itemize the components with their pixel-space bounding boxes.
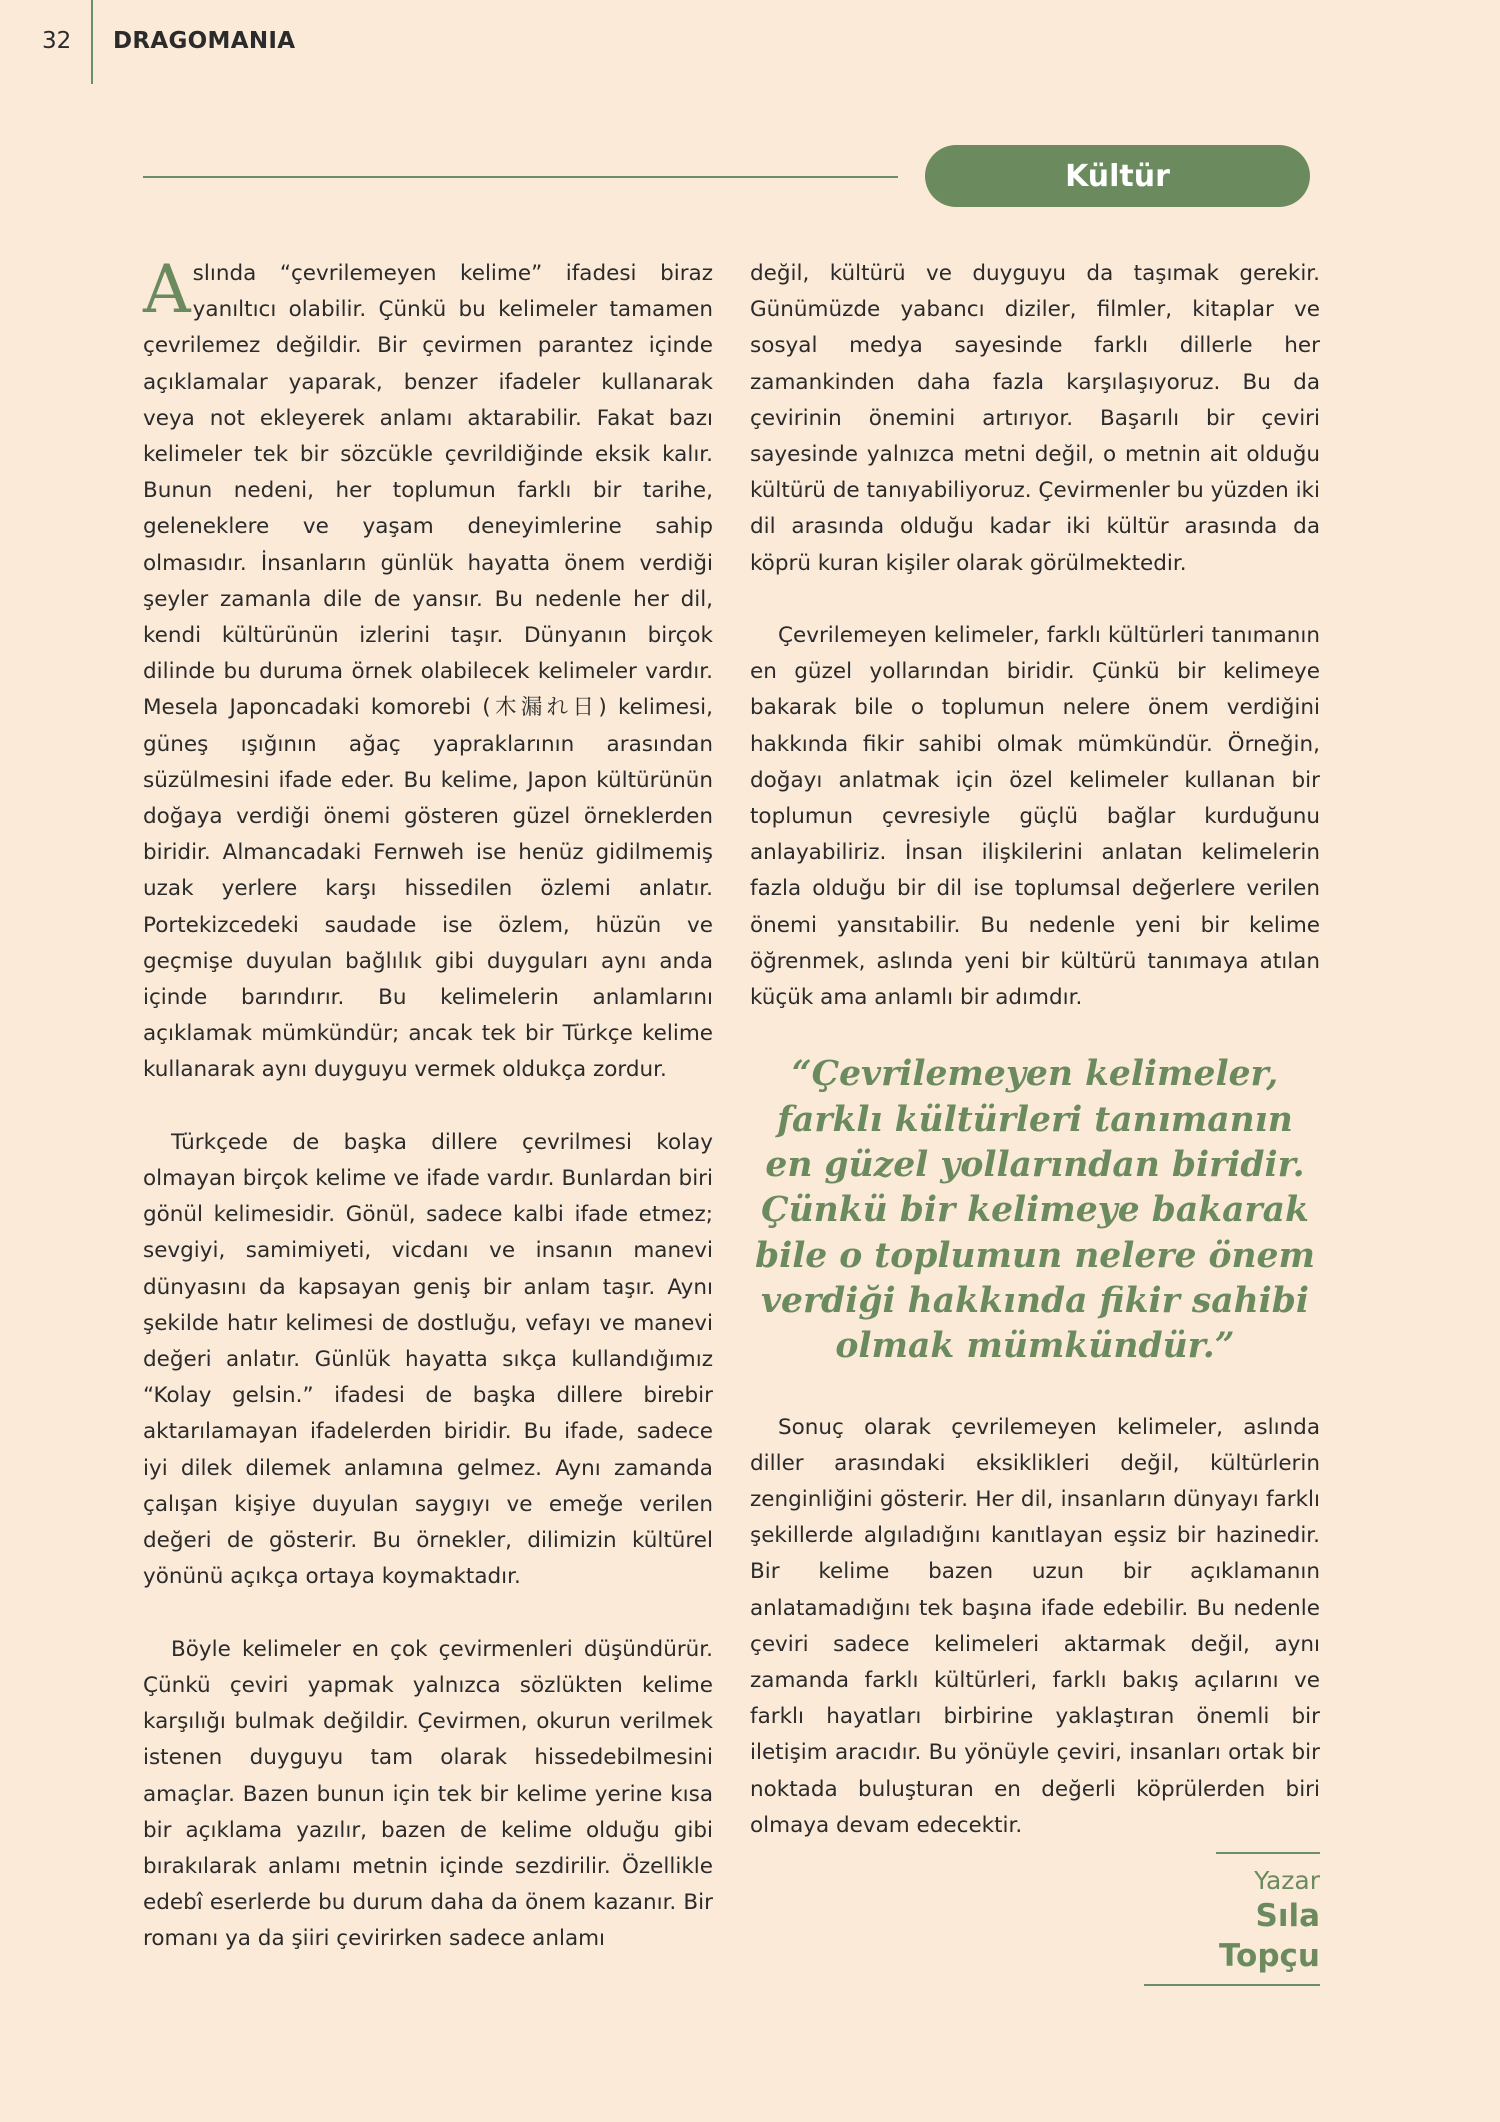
article-paragraph: Çevrilemeyen kelimeler, farklı kültürleri tanımanın en güzel yollarından biridir. Çünkü bir kelimeye bakarak bile o toplumun nelere önem verdiğini hakkında fikir sahibi olmak mümkündür. Örneğin, doğayı anlatmak için özel kelimeler kullanan bir toplumun çevresiyle güçlü bağlar kurduğunu anlayabiliriz. İnsan ilişkilerini anlatan kelimelerin fazla olduğu bir dil ise toplumsal değerlere verilen önemi yansıtabilir. Bu nedenle yeni bir kelime öğrenmek, aslında yeni bir kültürü tanımaya atılan küçük ama anlamlı bir adımdır. <box>750 623 1320 1011</box>
magazine-name: DRAGOMANIA <box>113 28 296 54</box>
article-paragraph: Böyle kelimeler en çok çevirmenleri düşündürür. Çünkü çeviri yapmak yalnızca sözlükten kelime karşılığı bulmak değildir. Çevirmen, okurun verilmek istenen duyguyu tam olarak hissedebilmesini amaçlar. Bazen bunun için tek bir kelime yerine kısa bir açıklama yazılır, bazen de kelime olduğu gibi bırakılarak anlamı metnin içinde sezdirilir. Özellikle edebî eserlerde bu durum daha da önem kazanır. Bir romanı ya da şiiri çevirirken sadece anlamı <box>143 1636 713 1952</box>
section-badge <box>925 145 1310 207</box>
page-number: 32 <box>42 28 72 54</box>
drop-cap: A <box>143 251 191 328</box>
section-rule <box>143 176 898 178</box>
author-credit <box>1144 1852 1320 1986</box>
article-paragraph <box>143 251 713 1089</box>
article-paragraph: Sonuç olarak çevrilemeyen kelimeler, aslında diller arasındaki eksiklikleri değil, kültürlerin zenginliğini gösterir. Her dil, insanların dünyayı farklı şekillerde algıladığını kanıtlayan eşsiz bir hazinedir. Bir kelime bazen uzun bir açıklamanın anlatamadığını tek başına ifade edebilir. Bu nedenle çeviri sadece kelimeleri aktarmak değil, aynı zamanda farklı kültürleri, farklı bakış açılarını ve farklı hayatları birbirine yaklaştıran önemli bir iletişim aracıdır. Bu yönüyle çeviri, insanları ortak bir noktada buluşturan en değerli köprülerden biri olmaya devam edecektir. <box>750 1414 1320 1838</box>
header-divider <box>91 0 93 84</box>
author-name: Sıla Topçu <box>1219 1898 1320 1974</box>
author-rule <box>1216 1852 1320 1854</box>
article-column-right <box>750 256 1320 1880</box>
article-paragraph: Türkçede de başka dillere çevrilmesi kolay olmayan birçok kelime ve ifade vardır. Bunlardan biri gönül kelimesidir. Gönül, sadece kalbi ifade etmez; sevgiyi, samimiyeti, vicdanı ve insanın manevi dünyasını da kapsayan geniş bir anlam taşır. Aynı şekilde hatır kelimesi de dostluğu, vefayı ve manevi değeri anlatır. Günlük hayatta sıkça kullandığımız “Kolay gelsin.” ifadesi de başka dillere birebir aktarılamayan ifadelerden biridir. Bu ifade, sadece iyi dilek dilemek anlamına gelmez. Aynı zamanda çalışan kişiye duyulan saygıyı ve emeğe verilen değeri de gösterir. Bu örnekler, dilimizin kültürel yönünü açıkça ortaya koymaktadır. <box>143 1129 713 1590</box>
section-label: Kültür <box>1065 158 1170 194</box>
article-column-left <box>143 251 713 1994</box>
pull-quote: “Çevrilemeyen kelimeler, farklı kültürleri tanımanın en güzel yollarından biridir. Çünkü bir kelimeye bakarak bile o toplumun nelere önem verdiği hakkında fikir sahibi olmak mümkündür.” <box>754 1054 1316 1367</box>
article-paragraph: değil, kültürü ve duyguyu da taşımak gerekir. Günümüzde yabancı diziler, filmler, kitaplar ve sosyal medya sayesinde farklı dillerle her zamankinden daha fazla karşılaşıyoruz. Bu da çevirinin önemini artırıyor. Başarılı bir çeviri sayesinde yalnızca metni değil, o metnin ait olduğu kültürü de tanıyabiliyoruz. Çevirmenler bu yüzden iki dil arasında olduğu kadar iki kültür arasında da köprü kuran kişiler olarak görülmektedir. <box>750 261 1320 576</box>
paragraph-text: slında “çevrilemeyen kelime” ifadesi biraz yanıltıcı olabilir. Çünkü bu kelimeler tamamen çevrilemez değildir. Bir çevirmen parantez içinde açıklamalar yaparak, benzer ifadeler kullanarak veya not ekleyerek anlamı aktarabilir. Fakat bazı kelimeler tek bir sözcükle çevrildiğinde eksik kalır. Bunun nedeni, her toplumun farklı bir tarihe, geleneklere ve yaşam deneyimlerine sahip olmasıdır. İnsanların günlük hayatta önem verdiği şeyler zamanla dile de yansır. Bu nedenle her dil, kendi kültürünün izlerini taşır. Dünyanın birçok dilinde bu duruma örnek olabilecek kelimeler vardır. Mesela Japoncadaki komorebi (木漏れ日) kelimesi, güneş ışığının ağaç yapraklarının arasından süzülmesini ifade eder. Bu kelime, Japon kültürünün doğaya verdiği önemi gösteren güzel örneklerden biridir. Almancadaki Fernweh ise henüz gidilmemiş uzak yerlere karşı hissedilen özlemi anlatır. Portekizcedeki saudade ise özlem, hüzün ve geçmişe duyulan bağlılık gibi duyguları aynı anda içinde barındırır. Bu kelimelerin anlamlarını açıklamak mümkündür; ancak tek bir Türkçe kelime kullanarak aynı duyguyu vermek oldukça zordur. <box>143 261 713 1083</box>
author-rule <box>1144 1984 1320 1986</box>
author-role: Yazar <box>1254 1866 1320 1895</box>
